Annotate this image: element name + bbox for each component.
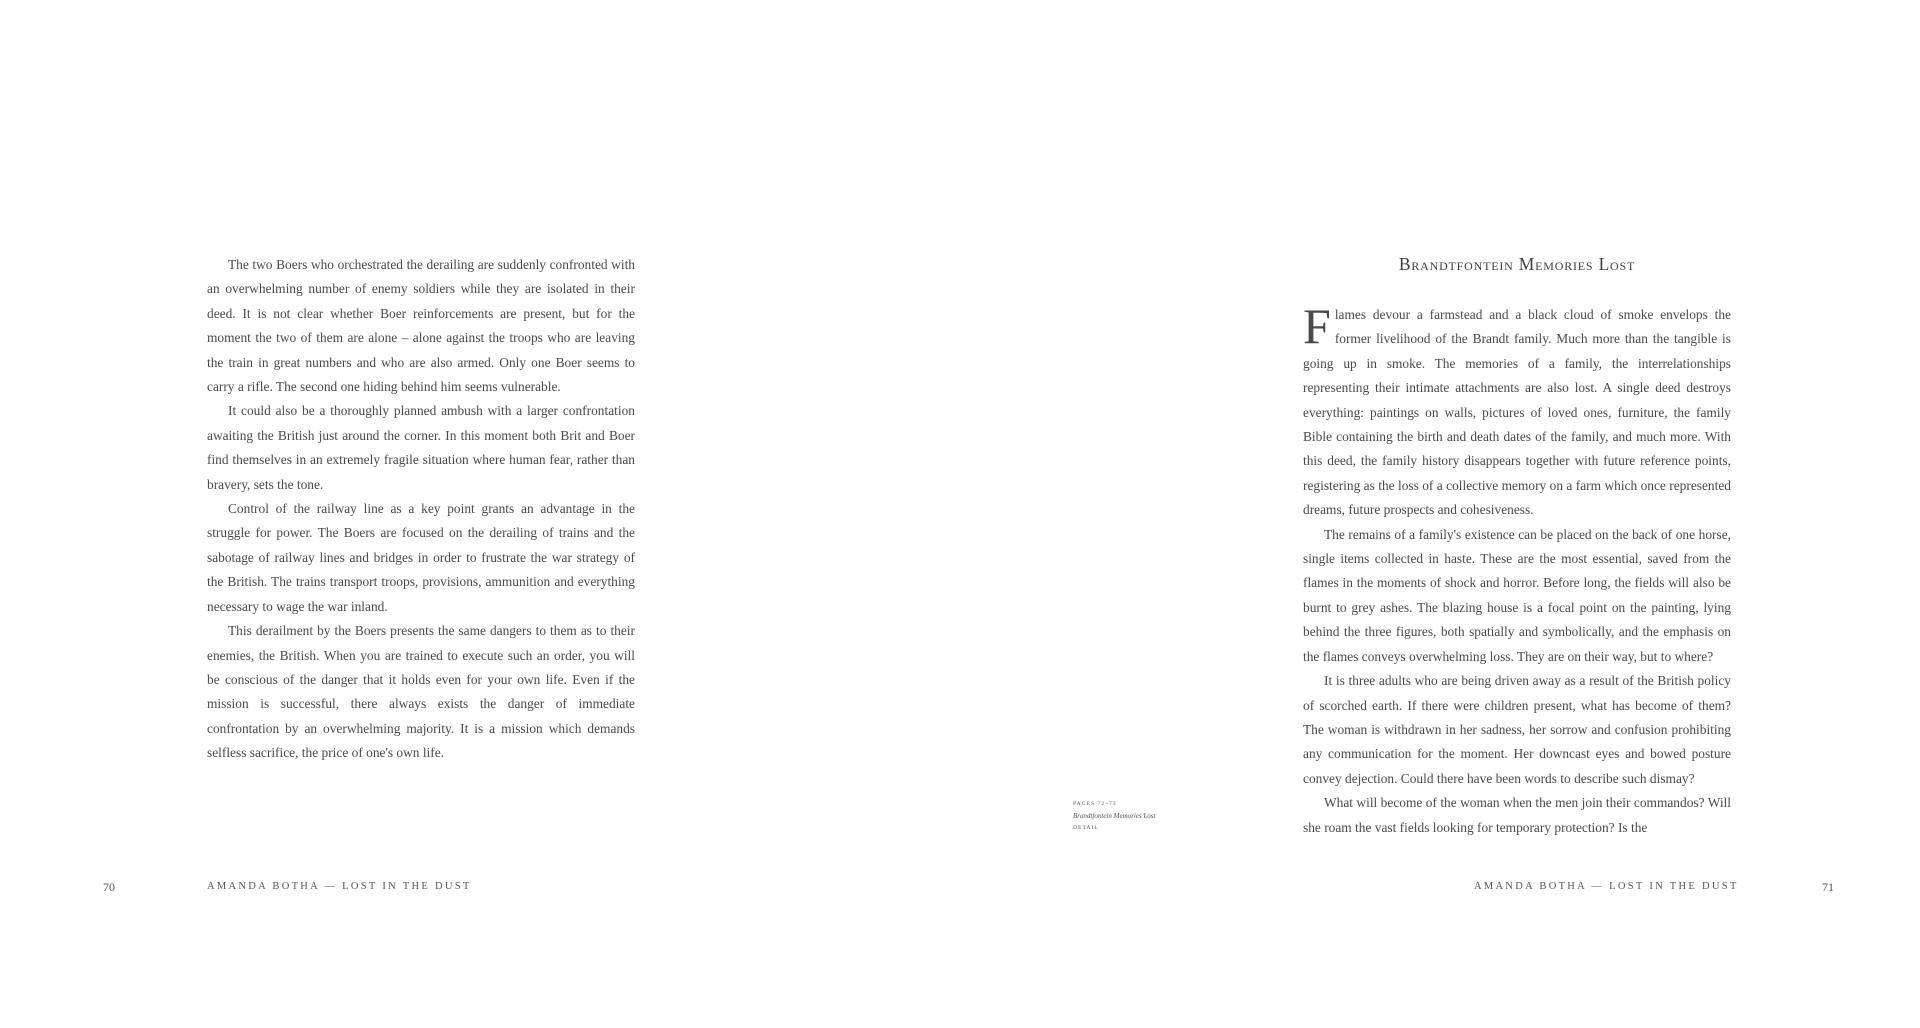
paragraph: It is three adults who are being driven away as a result of the British policy of scorched earth. If there were children present, what has become of them? The woman is withdrawn in her sadness, her sorrow and confusion prohibiting any communication for the moment. Her downcast eyes and bowed posture convey dejection. Could there have been words to describe such dismay?: [1303, 673, 1731, 786]
paragraph: The remains of a family's existence can be placed on the back of one horse, single items collected in haste. These are the most essential, saved from the flames in the moments of shock and horror. Before long, the fields will also be burnt to grey ashes. The blazing house is a focal point on the painting, lying behind the three figures, both spatially and symbolically, and the emphasis on the flames conveys overwhelming loss. They are on their way, but to where?: [1303, 526, 1731, 664]
caption-title: Brandtfontein Memories Lost: [1073, 812, 1156, 820]
running-head: AMANDA BOTHA — LOST IN THE DUST: [1474, 881, 1739, 892]
paragraph: The two Boers who orchestrated the derailing are suddenly confronted with an overwhelming number of enemy soldiers while they are isolated in their deed. It is not clear whether Boer reinforcements are present, but for the moment the two of them are alone – alone against the troops who are leaving the train in great numbers and who are also armed. Only one Boer seems to carry a rifle. The second one hiding behind him seems vulnerable.: [207, 257, 635, 395]
paragraph: This derailment by the Boers presents the same dangers to them as to their enemies, the British. When you are trained to execute such an order, you will be conscious of the danger that it holds even for your own life. Even if the mission is successful, there always exists the danger of immediate confrontation by an overwhelming majority. It is a mission which demands selfless sacrifice, the price of one's own life.: [207, 623, 635, 761]
caption-note: DETAIL: [1073, 825, 1099, 831]
image-caption: [1073, 798, 1213, 834]
caption-pages: PAGES 72–73: [1073, 801, 1117, 807]
left-page-body: [207, 253, 635, 766]
running-head: AMANDA BOTHA — LOST IN THE DUST: [207, 881, 472, 892]
page-number: 71: [1822, 880, 1834, 894]
right-page-body: [1303, 298, 1731, 840]
first-paragraph-text: lames devour a farmstead and a black cloud of smoke envelops the former livelihood of the Brandt family. Much more than the tangible is going up in smoke. The memories of a family, the interrelationships representing their intimate attachments are also lost. A single deed destroys everything: paintings on walls, pictures of loved ones, furniture, the family Bible containing the birth and death dates of the family, and much more. With this deed, the family history disappears together with future reference points, registering as the loss of a collective memory on a farm which once represented dreams, future prospects and cohesiveness.: [1303, 307, 1731, 518]
paragraph: [1303, 298, 1731, 523]
paragraph: It could also be a thoroughly planned ambush with a larger confrontation awaiting the British just around the corner. In this moment both Brit and Boer find themselves in an extremely fragile situation where human fear, rather than bravery, sets the tone.: [207, 403, 635, 492]
chapter-title: Brandtfontein Memories Lost: [1398, 254, 1636, 274]
page-number: 70: [103, 880, 115, 894]
paragraph: What will become of the woman when the men join their commandos? Will she roam the vast fields looking for temporary protection? Is the: [1303, 795, 1731, 835]
drop-cap: F: [1303, 298, 1331, 354]
paragraph: Control of the railway line as a key point grants an advantage in the struggle for power. The Boers are focused on the derailing of trains and the sabotage of railway lines and bridges in order to frustrate the war strategy of the British. The trains transport troops, provisions, ammunition and everything necessary to wage the war inland.: [207, 501, 635, 614]
right-page: [960, 0, 1920, 1028]
